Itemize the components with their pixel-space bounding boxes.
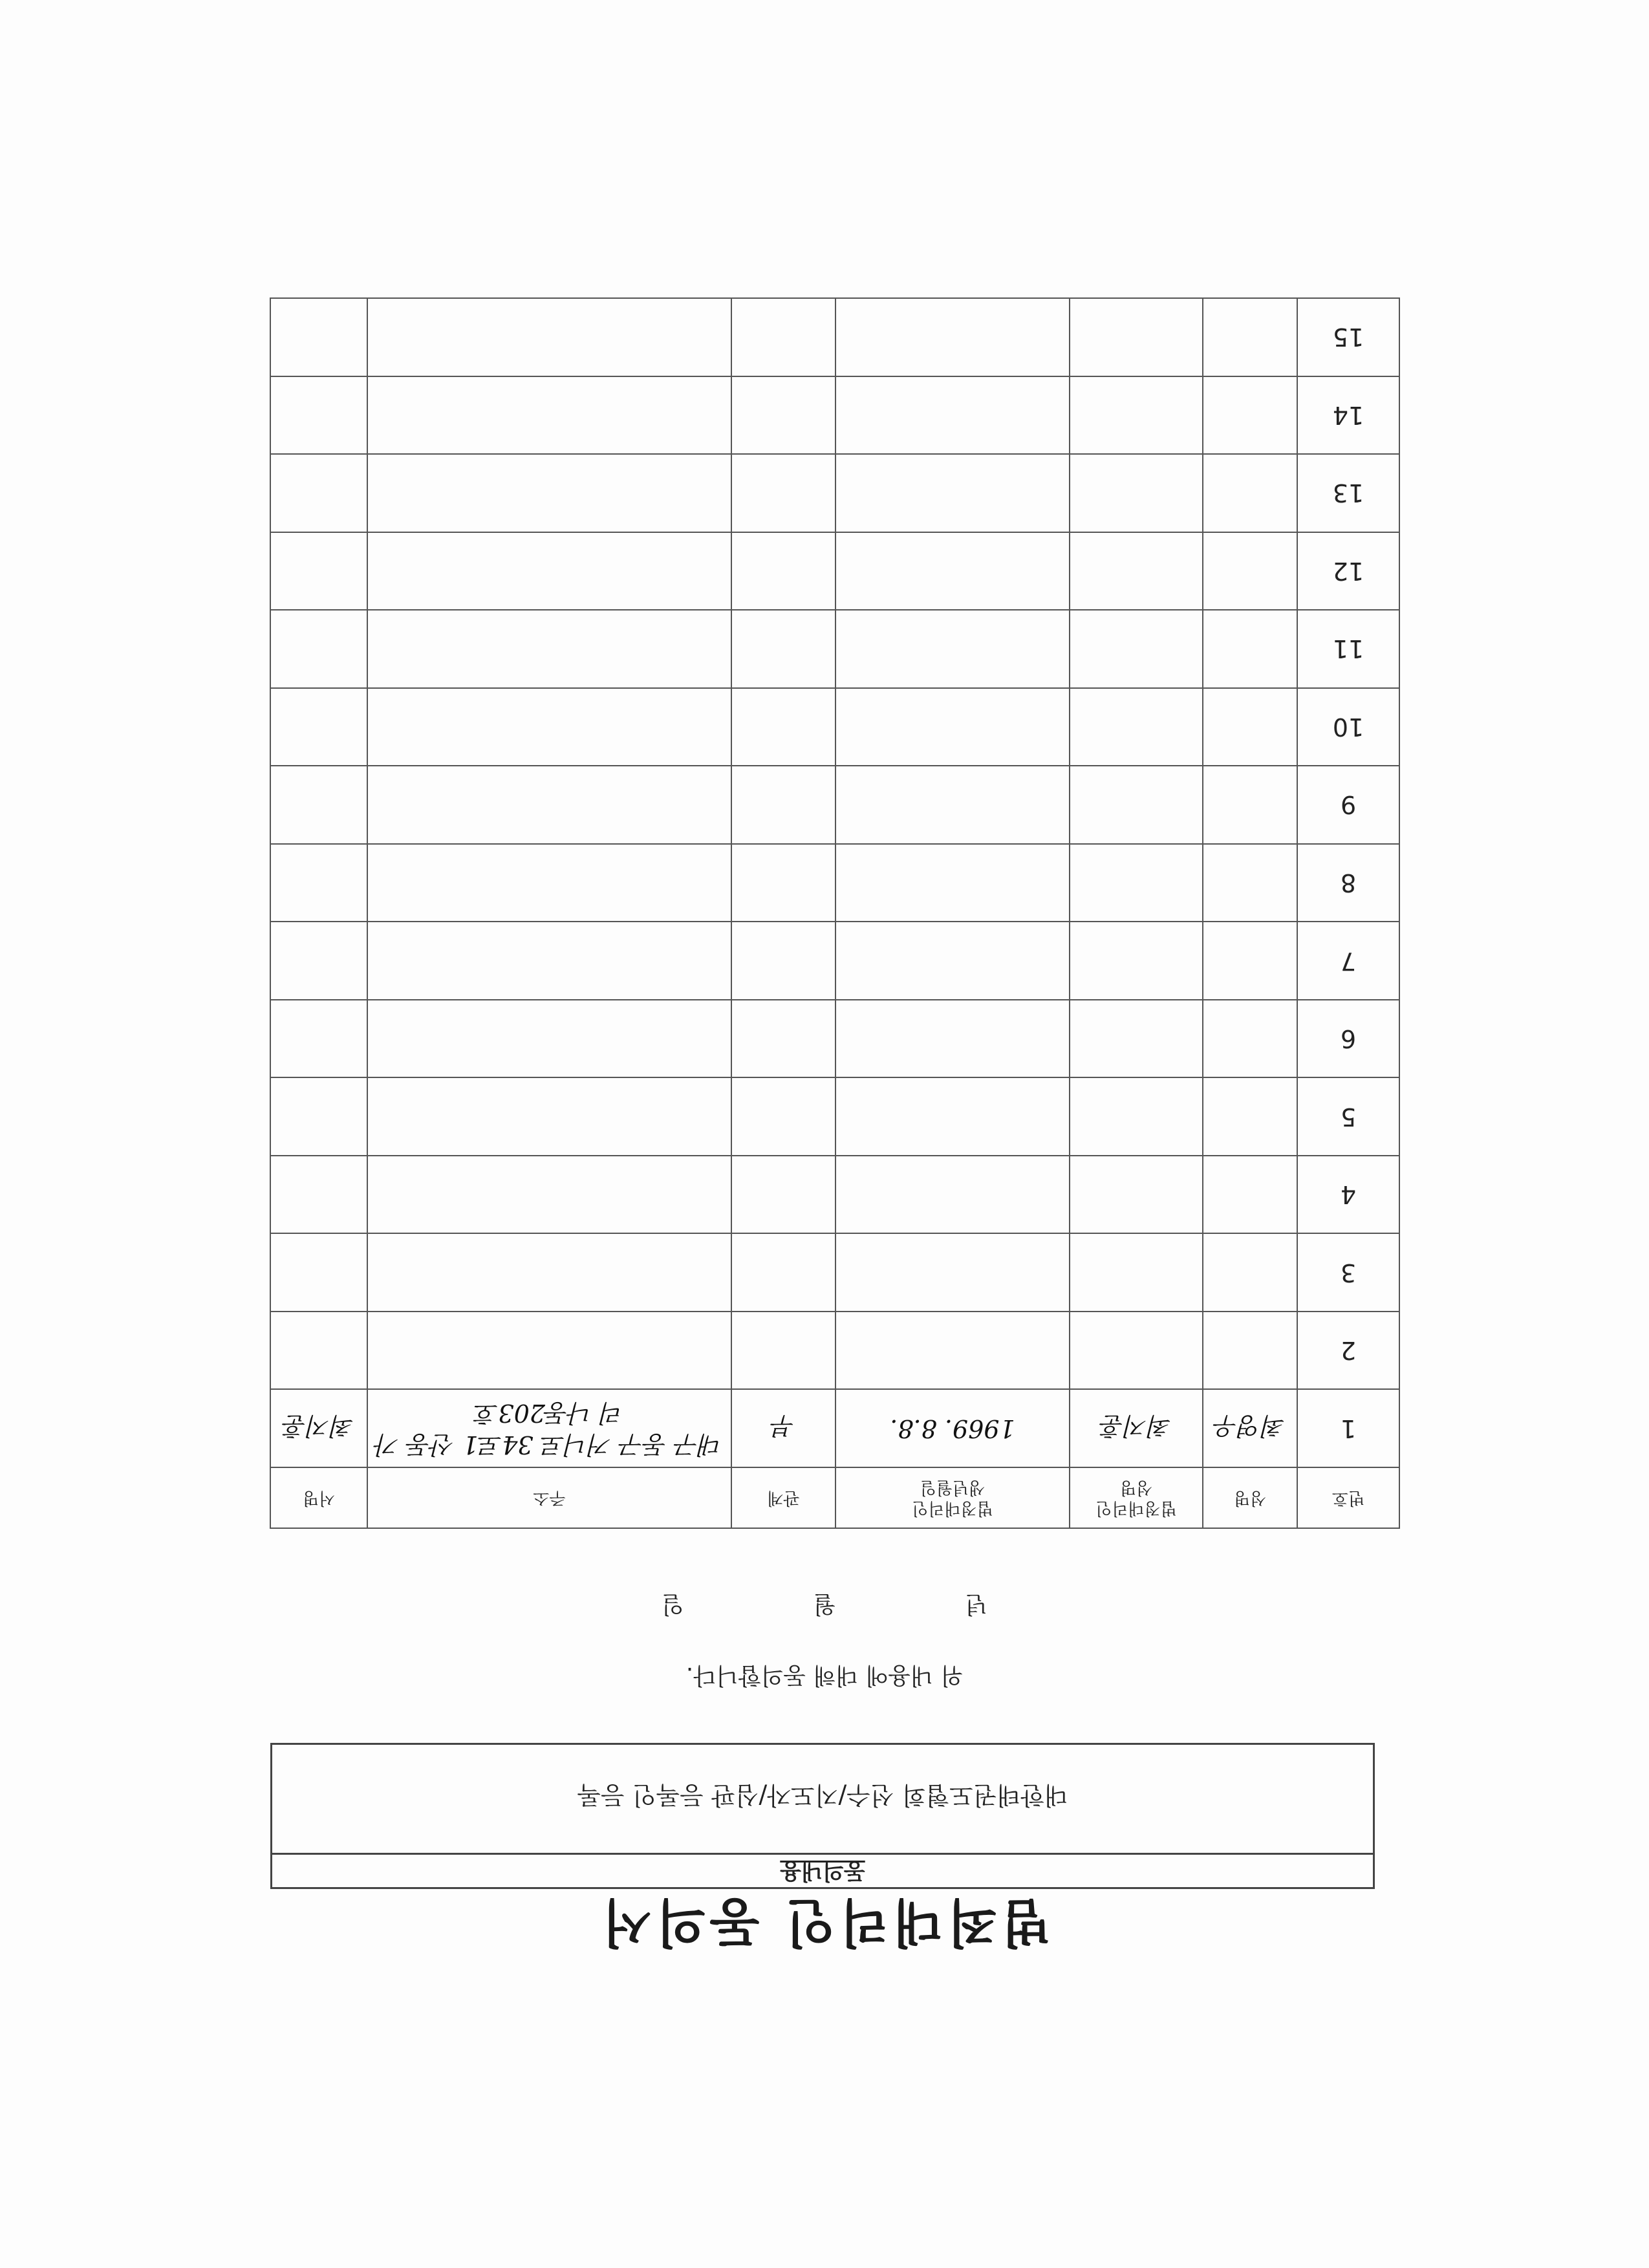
header-name: 성명 [1203, 1467, 1297, 1528]
cell-guardian-name [1070, 532, 1203, 610]
table-row [270, 454, 1399, 532]
cell-guardian-birth [835, 532, 1070, 610]
cell-signature [270, 1233, 367, 1312]
cell-no: 13 [1297, 454, 1399, 532]
date-line [0, 1590, 1649, 1623]
cell-no: 14 [1297, 376, 1399, 455]
cell-address [367, 1156, 731, 1234]
cell-address [367, 1233, 731, 1312]
table-row [270, 1389, 1399, 1467]
cell-signature [270, 454, 367, 532]
cell-name [1203, 688, 1297, 766]
cell-guardian-birth [835, 922, 1070, 1000]
cell-guardian-name [1070, 1233, 1203, 1312]
cell-no: 11 [1297, 610, 1399, 688]
guardian-table [270, 297, 1400, 1529]
cell-guardian-birth [835, 376, 1070, 455]
cell-relation [731, 610, 835, 688]
cell-name [1203, 298, 1297, 376]
cell-signature [270, 688, 367, 766]
cell-guardian-birth [835, 610, 1070, 688]
table-row [270, 1312, 1399, 1390]
date-year: 년 [965, 1591, 988, 1617]
cell-guardian-birth [835, 1000, 1070, 1078]
cell-name [1203, 376, 1297, 455]
cell-relation [731, 376, 835, 455]
cell-name [1203, 1077, 1297, 1156]
cell-no: 10 [1297, 688, 1399, 766]
cell-address [367, 1077, 731, 1156]
cell-guardian-birth: 1969. 8.8. [835, 1389, 1070, 1467]
date-day: 일 [661, 1591, 684, 1617]
cell-relation [731, 454, 835, 532]
cell-address [367, 1312, 731, 1390]
cell-signature [270, 1312, 367, 1390]
cell-guardian-name [1070, 1312, 1203, 1390]
table-header-row [270, 1467, 1399, 1528]
table-row [270, 298, 1399, 376]
cell-guardian-name: 최지훈 [1070, 1389, 1203, 1467]
cell-relation [731, 844, 835, 922]
cell-signature [270, 766, 367, 844]
cell-guardian-name [1070, 1156, 1203, 1234]
table-row [270, 610, 1399, 688]
table-row [270, 1156, 1399, 1234]
cell-relation [731, 766, 835, 844]
cell-relation [731, 922, 835, 1000]
cell-guardian-name [1070, 844, 1203, 922]
cell-guardian-birth [835, 1233, 1070, 1312]
cell-signature [270, 1156, 367, 1234]
cell-guardian-name [1070, 454, 1203, 532]
header-relation: 관계 [731, 1467, 835, 1528]
table-row [270, 376, 1399, 455]
cell-relation [731, 1233, 835, 1312]
table-row [270, 1233, 1399, 1312]
cell-address [367, 922, 731, 1000]
cell-relation [731, 1077, 835, 1156]
cell-name [1203, 1312, 1297, 1390]
cell-guardian-birth [835, 1312, 1070, 1390]
date-month: 월 [813, 1591, 836, 1617]
cell-signature [270, 376, 367, 455]
agree-statement: 위 내용에 대해 동의합니다. [685, 1662, 964, 1689]
header-no: 번호 [1297, 1467, 1399, 1528]
consent-body: 대한태권도협회 선수/지도자/심판 등록인 등록 [577, 1781, 1068, 1810]
cell-guardian-name [1070, 688, 1203, 766]
table-row [270, 688, 1399, 766]
cell-name [1203, 766, 1297, 844]
cell-no: 2 [1297, 1312, 1399, 1390]
cell-relation: 부 [731, 1389, 835, 1467]
cell-guardian-birth [835, 298, 1070, 376]
cell-no: 8 [1297, 844, 1399, 922]
cell-guardian-birth [835, 1156, 1070, 1234]
header-guardian-birth: 법정대리인 생년월일 [835, 1467, 1070, 1528]
consent-heading-text: 동의내용 [780, 1858, 865, 1884]
cell-no: 3 [1297, 1233, 1399, 1312]
cell-guardian-birth [835, 454, 1070, 532]
cell-no: 15 [1297, 298, 1399, 376]
cell-guardian-birth [835, 688, 1070, 766]
document-title: 범죄대리인 동의서 [598, 1892, 1051, 1952]
cell-relation [731, 1156, 835, 1234]
cell-guardian-birth [835, 844, 1070, 922]
cell-address [367, 454, 731, 532]
cell-guardian-name [1070, 922, 1203, 1000]
cell-name [1203, 532, 1297, 610]
cell-guardian-name [1070, 610, 1203, 688]
cell-name [1203, 922, 1297, 1000]
cell-address [367, 376, 731, 455]
cell-name [1203, 1000, 1297, 1078]
cell-name [1203, 610, 1297, 688]
cell-name [1203, 1156, 1297, 1234]
cell-relation [731, 298, 835, 376]
cell-address [367, 844, 731, 922]
cell-name [1203, 454, 1297, 532]
cell-signature [270, 922, 367, 1000]
table-row [270, 1000, 1399, 1078]
cell-no: 9 [1297, 766, 1399, 844]
cell-signature: 최지훈 [270, 1389, 367, 1467]
cell-name: 최영우 [1203, 1389, 1297, 1467]
cell-address [367, 688, 731, 766]
cell-no: 4 [1297, 1156, 1399, 1234]
table-row [270, 1077, 1399, 1156]
table-row [270, 766, 1399, 844]
cell-relation [731, 688, 835, 766]
header-address: 주소 [367, 1467, 731, 1528]
cell-guardian-name [1070, 298, 1203, 376]
cell-no: 6 [1297, 1000, 1399, 1078]
cell-guardian-birth [835, 1077, 1070, 1156]
table-row [270, 922, 1399, 1000]
cell-signature [270, 1000, 367, 1078]
cell-guardian-name [1070, 1000, 1203, 1078]
cell-signature [270, 298, 367, 376]
cell-no: 12 [1297, 532, 1399, 610]
cell-address [367, 1000, 731, 1078]
cell-name [1203, 844, 1297, 922]
cell-no: 1 [1297, 1389, 1399, 1467]
cell-relation [731, 1000, 835, 1078]
cell-no: 5 [1297, 1077, 1399, 1156]
cell-guardian-birth [835, 766, 1070, 844]
cell-name [1203, 1233, 1297, 1312]
consent-heading [272, 1853, 1373, 1887]
cell-guardian-name [1070, 376, 1203, 455]
cell-relation [731, 1312, 835, 1390]
cell-address [367, 532, 731, 610]
cell-address [367, 610, 731, 688]
cell-signature [270, 1077, 367, 1156]
cell-no: 7 [1297, 922, 1399, 1000]
cell-signature [270, 532, 367, 610]
cell-signature [270, 610, 367, 688]
header-guardian-name: 법정대리인 성명 [1070, 1467, 1203, 1528]
consent-box [270, 1743, 1375, 1889]
header-signature: 서명 [270, 1467, 367, 1528]
cell-relation [731, 532, 835, 610]
cell-address: 대구 동구 거니로 34로1 산동 가리 나동203호 [367, 1389, 731, 1467]
cell-signature [270, 844, 367, 922]
cell-guardian-name [1070, 766, 1203, 844]
cell-guardian-name [1070, 1077, 1203, 1156]
cell-address [367, 766, 731, 844]
table-row [270, 844, 1399, 922]
table-row [270, 532, 1399, 610]
cell-address [367, 298, 731, 376]
